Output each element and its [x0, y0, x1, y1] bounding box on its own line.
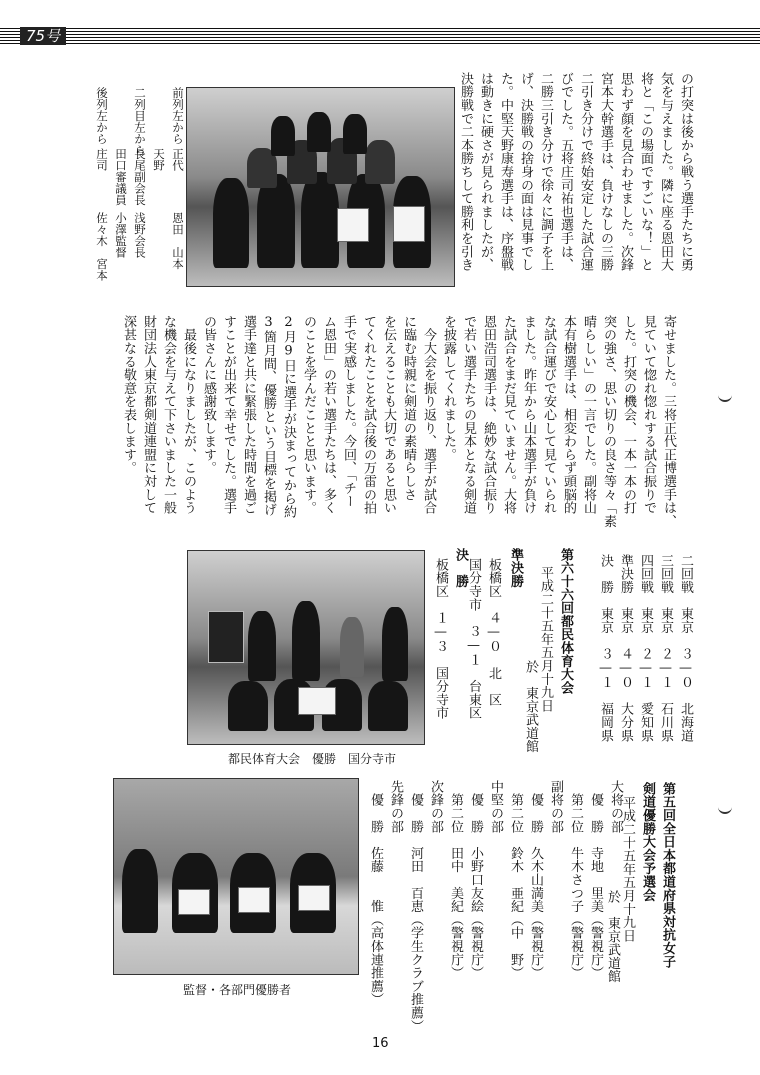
header-rule	[0, 28, 760, 46]
women-photo-caption: 監督・各部門優勝者	[183, 983, 292, 997]
photo-caption-rows: 前列左から 二列目左から 後列左から	[95, 87, 185, 156]
article-column-1: の打突は後から戦う選手たちに勇 気を与えました。隣に座る恩田大 将と「この場面ですごいな！」と 思わず顔を見合わせました。次鋒 宮本大幹選手は、負けなしの三勝 二引き分けで終始安定した試合運 びでした。五将庄司祐也選手は、 二勝三引き分けで徐々に調子を上 げ、決勝戦の捨身の面は見事でし た。中堅天野康寿選手は、序盤戦 は動きに硬さが見られましたが、 決勝戦で二本勝ちして勝利を引き	[458, 72, 693, 272]
results-prelim: 二回戦 東京 ３—０ 北海道 三回戦 東京 ２—１ 石川県 四回戦 東京 ２—１ 愛知県 準決勝 東京 ４—０ 大分県 決 勝 東京 ３—１ 福岡県	[598, 554, 693, 743]
page-number: 16	[372, 1036, 389, 1051]
women-title: 第五回全日本都道府県対抗女子 剣道優勝大会予選会	[640, 782, 675, 969]
tomin-venue: 於 東京武道館	[523, 660, 538, 754]
women-winners-photo	[113, 778, 359, 975]
ornament-mark	[718, 392, 732, 402]
women-date: 平成二十五年五月十九日	[620, 796, 635, 943]
tomin-final-label: 決 勝	[453, 548, 468, 588]
team-photo	[186, 87, 455, 287]
tomin-date: 平成二十五年五月十九日	[538, 566, 553, 713]
issue-number: 75号	[20, 27, 66, 45]
tomin-semis-label: 準決勝	[508, 548, 523, 588]
article-column-2: 寄せました。三将正代正博選手は、 見ていて惚れ惚れする試合振りで した。打突の機会、一本一本の打 突の強さ、思い切りの良さ等々「素 晴らしい」の一言でした。副将山 本有樹選手は、相変わらず頭脳的 な試合運びで安心して見ていられ ました。昨年から山本選手が負け た試合をまだ見ていません。大将 恩田浩司選手は、絶妙な試合振り で若い選手たちの見本となる剣道 を披露してくれました。 今大会を振り返り、選手が試合 に臨む時親に剣道の素晴らしさ を伝えることも大切であると思い てくれたことを試合後の万雷の拍 手で実感しました。今回、「チー ム恩田」の若い選手たちは、多く のことを学んだことと思います。 2月9日に選手が決まってから約 3箇月間、優勝という目標を掲げ 選手達と共に緊張した時間を過ご すことが出来て幸せでした。選手 の皆さんに感謝致します。 最後になりましたが、このよう な機会を与えて下さいました一般 財団法人東京都剣道連盟に対して 深甚なる敬意を表します。	[121, 315, 676, 528]
tomin-photo-caption: 都民体育大会 優勝 国分寺市	[228, 752, 397, 766]
women-venue: 於 東京武道館	[605, 890, 620, 984]
photo-caption-names-a: 正代 天野 長尾副会長 田口審議員 庄司	[95, 148, 185, 206]
tomin-semis-results: 板橋区 ４—０ 北 区 国分寺市 ３—１ 台東区	[466, 558, 501, 720]
ornament-mark	[718, 804, 732, 814]
photo-caption-names-b: 恩田 山本 浅野会長 小澤監督 佐々木 宮本	[95, 212, 185, 281]
women-results: 大将の部 優 勝 寺地 里美（警視庁） 第二位 牛木さつ子（警視庁） 副将の部 優 勝 久木山満美（警視庁） 第二位 鈴木 亜紀（中 野） 中堅の部 優 勝 小野口友絵（警視庁） 第二位 田中 美紀（警視庁） 次鋒の部 優 勝 河田 百恵（学生クラブ推薦） 先鋒の部 優 勝 佐藤 惟（高体連推薦）	[368, 780, 623, 1033]
tomin-title: 第六十六回都民体育大会	[558, 548, 573, 695]
tomin-winners-photo	[187, 550, 425, 745]
tomin-final-result: 板橋区 １—３ 国分寺市	[433, 558, 448, 720]
